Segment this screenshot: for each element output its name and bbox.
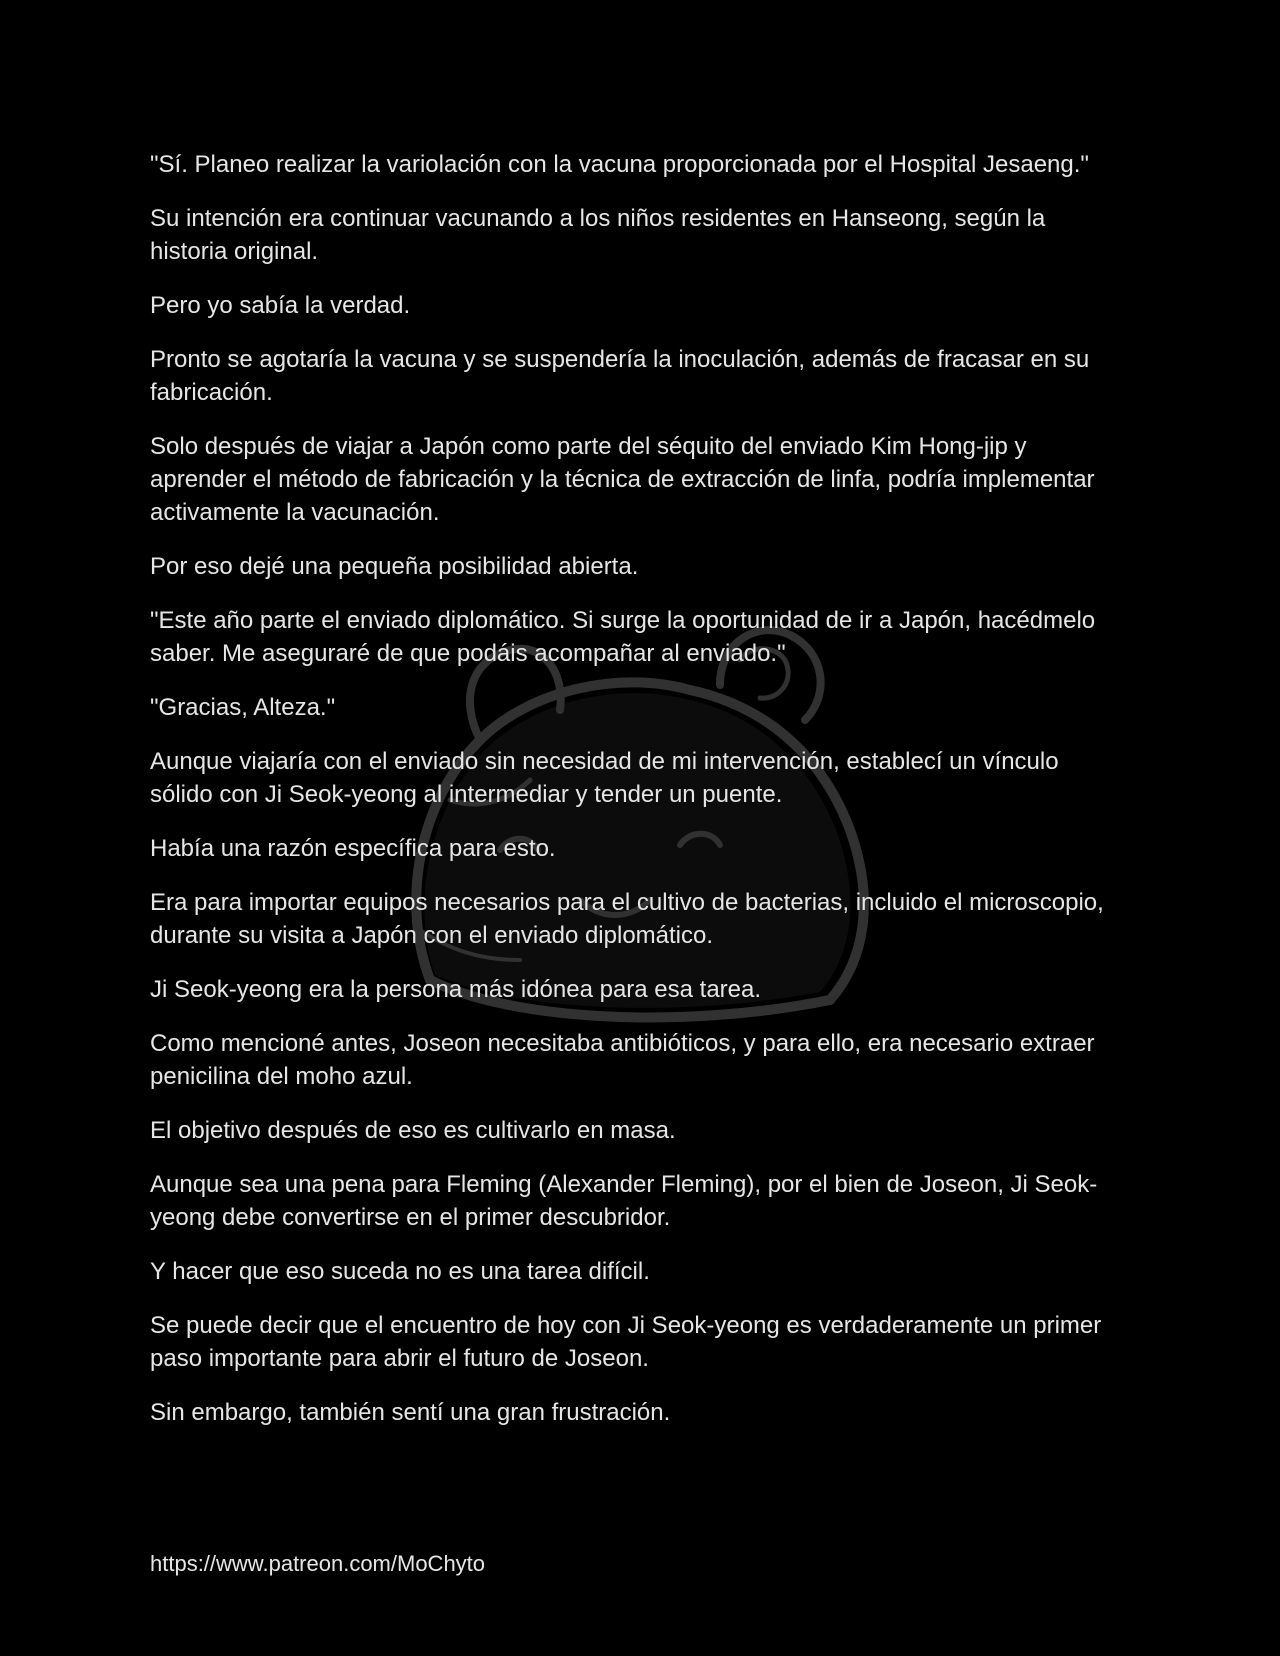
paragraph: Su intención era continuar vacunando a los niños residentes en Hanseong, según la historia original. — [150, 205, 1046, 265]
paragraph: Solo después de viajar a Japón como parte del séquito del enviado Kim Hong-jip y aprender el método de fabricación y la técnica de extracción de linfa, podría implementar activamente la vacunación. — [150, 433, 1095, 526]
paragraph: Aunque sea una pena para Fleming (Alexander Fleming), por el bien de Joseon, Ji Seok-yeong debe convertirse en el primer descubridor. — [150, 1171, 1098, 1231]
paragraph: "Gracias, Alteza." — [150, 694, 336, 721]
paragraph: Como mencioné antes, Joseon necesitaba antibióticos, y para ello, era necesario extraer penicilina del moho azul. — [150, 1030, 1095, 1090]
paragraph: Y hacer que eso suceda no es una tarea difícil. — [150, 1258, 650, 1285]
paragraph: Ji Seok-yeong era la persona más idónea para esa tarea. — [150, 976, 762, 1003]
paragraph: El objetivo después de eso es cultivarlo en masa. — [150, 1117, 676, 1144]
paragraph: Había una razón específica para esto. — [150, 835, 556, 862]
paragraph: "Sí. Planeo realizar la variolación con la vacuna proporcionada por el Hospital Jesaeng." — [150, 151, 1089, 178]
paragraph: Sin embargo, también sentí una gran frustración. — [150, 1399, 671, 1426]
paragraph: Aunque viajaría con el enviado sin necesidad de mi intervención, establecí un vínculo sólido con Ji Seok-yeong al intermediar y tender un puente. — [150, 748, 1059, 808]
paragraph: Por eso dejé una pequeña posibilidad abierta. — [150, 553, 639, 580]
paragraph: "Este año parte el enviado diplomático. Si surge la oportunidad de ir a Japón, hacédmelo saber. Me aseguraré de que podáis acompañar al enviado." — [150, 607, 1096, 667]
paragraph: Era para importar equipos necesarios para el cultivo de bacterias, incluido el microscopio, durante su visita a Japón con el enviado diplomático. — [150, 889, 1104, 949]
patreon-link[interactable]: https://www.patreon.com/MoChyto — [150, 1551, 486, 1576]
paragraph: Pronto se agotaría la vacuna y se suspendería la inoculación, además de fracasar en su fabricación. — [150, 346, 1090, 406]
paragraph: Se puede decir que el encuentro de hoy con Ji Seok-yeong es verdaderamente un primer paso importante para abrir el futuro de Joseon. — [150, 1312, 1102, 1372]
article-body — [150, 148, 1110, 1450]
paragraph: Pero yo sabía la verdad. — [150, 292, 411, 319]
